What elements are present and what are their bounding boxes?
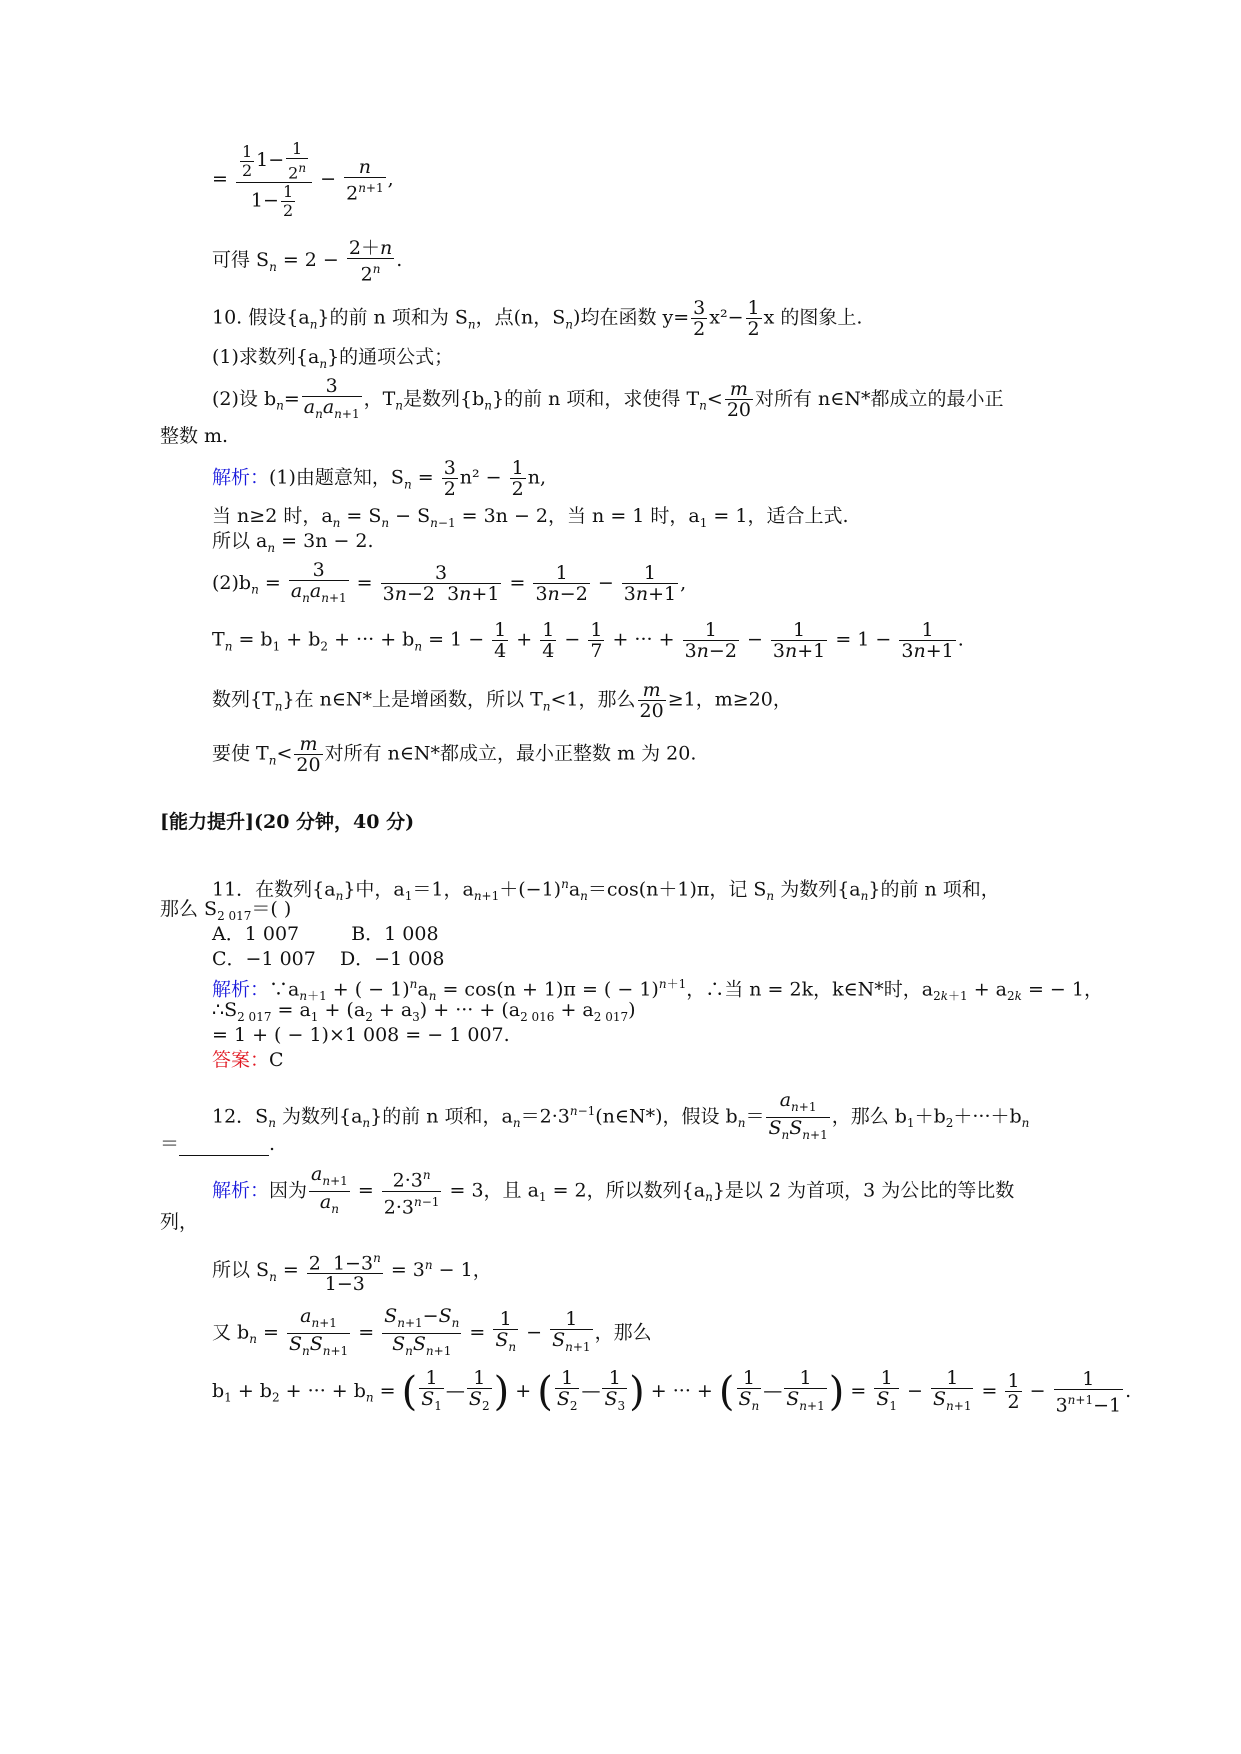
text: + ··· + b (328, 628, 415, 651)
text: . (1125, 1379, 1132, 1402)
problem-10-sol-7: 要使 $T_n<$ $\frac{m}{20}$ 对所有 n∈N*都成立，最小正整数 m 为 20. (212, 733, 697, 776)
fraction: $\frac{m}{20}$ (726, 378, 751, 422)
problem-10-sol-6: 数列$\{T_n\}$在 n∈N*上是增函数，所以 $T_n<1$，那么 $\frac{m}{20}$ ≥1，m≥20， (212, 679, 792, 722)
text: = (212, 168, 228, 191)
text: + b (280, 628, 321, 651)
fraction: $\frac{1}{3n+1}$ (772, 619, 826, 662)
text: 所以 a (212, 530, 268, 552)
text: 12．S (212, 1105, 269, 1128)
text: b (212, 1379, 225, 1402)
fraction: $\frac{a_{n+1}}{a_n}$ (311, 1163, 348, 1216)
text: − S (389, 505, 431, 527)
problem-12-sol-1-cont (160, 1210, 198, 1234)
fraction: $\frac{1}{4}$ (494, 619, 507, 662)
text: a (568, 878, 581, 901)
problem-11-options-cd (212, 947, 445, 971)
text: = (373, 1379, 402, 1402)
text: ＋b (914, 1105, 946, 1128)
text: = 3 (384, 1259, 425, 1282)
text: = S (340, 505, 382, 527)
text: }的前 n 项和为 S (317, 306, 468, 329)
problem-10-q2-cont (160, 424, 228, 448)
section-heading (160, 810, 414, 834)
text: , (387, 168, 394, 191)
text: = (283, 387, 300, 410)
fraction: $\frac{1}{7}$ (590, 619, 603, 662)
fraction: $\frac{1}{S_2}$ (468, 1367, 490, 1413)
answer-value: C (269, 1049, 284, 1071)
problem-11-stem: 11．在数列$\{a_n\}$中，$a_1=1$，$a_{n+1}+(-1)^na_n=\cos(n+1)\pi$，记 $S_n$ 为数列$\{a_n\}$的前 n 项和， (212, 877, 1000, 904)
text: }的通项公式； (327, 346, 454, 368)
fraction: $\frac{n}{2^{n+1}}$ (346, 156, 384, 205)
text: = (258, 571, 287, 594)
problem-11-answer (212, 1048, 284, 1072)
fraction: $\frac{1}{3n+1}$ (623, 562, 677, 606)
text: = 3，且 a (443, 1179, 539, 1202)
text: . (396, 249, 403, 272)
fraction: $\frac{1}{S_1}$ (421, 1367, 442, 1413)
text: + a (372, 999, 413, 1021)
fraction: $\frac{1}{S_{n+1}}$ (552, 1308, 591, 1355)
problem-12-sol-2: 所以 $S_n$ = $\frac{2 1-3^n}{1-3}$ = $3^n - 1$， (212, 1248, 492, 1294)
text: (2)设 b (212, 387, 277, 410)
fraction: $\frac{a_{n+1}}{S_nS_{n+1}}$ (288, 1305, 349, 1358)
fraction: $\frac{1}{3n-2}$ (684, 619, 737, 662)
text: = (351, 1179, 380, 1202)
fraction: $\frac{m}{20}$ (296, 733, 321, 776)
option-c: C．−1 007 (212, 948, 316, 970)
text: }的前 n 项和，a (370, 1105, 513, 1128)
fraction: $\frac{3}{a_na_{n+1}}$ (303, 375, 360, 421)
text: ∵a (269, 978, 300, 1001)
fraction: $\frac{1}{2}$ (747, 297, 760, 340)
text: }的前 n 项和， (868, 878, 1000, 901)
problem-12-sol-4: $b_1 + b_2$ + ··· + $b_n$ = ( $\frac{1}{S_1}$ — $\frac{1}{S_2}$ ) + ( $\frac{1}{S_2}$ — $\frac{1}{S_3}$ ) + ··· + ( $\frac{1}{S_n}$ — $\frac{1}{S_{n+1}}$ ) = $\frac{1}{S_1}$ − $\frac{1}{S_{n+1}}$ = $\frac{1}{2}$ − $\frac{1}{3^{n+1}-1}$ . (212, 1367, 1132, 1417)
text: 列， (160, 1211, 199, 1233)
text: − 1， (432, 1259, 492, 1282)
problem-10-q1: (1)求数列$\{a_n\}$的通项公式； (212, 346, 454, 371)
continuation-line-1: = $\frac{1}{2}$ 1− $\frac{1}{2^n}$ 1− $\frac{1}{2}$ − $\frac{n}{2^{n+1}}$ , (212, 139, 394, 221)
text: + ··· + (644, 1379, 719, 1402)
text: ，∴当 n = 2k，k∈N*时，a (686, 978, 934, 1001)
text: (2)b (212, 571, 252, 594)
text: 所以 S (212, 1259, 270, 1282)
text: 那么 S (160, 898, 218, 920)
text: + ··· + b (279, 1379, 366, 1402)
text: ＝ (745, 1105, 765, 1128)
text: = b (232, 628, 273, 651)
problem-10-q2: (2)设 $b_n=$ $\frac{3}{a_na_{n+1}}$ ，$T_n$是数列$\{b_n\}$的前 n 项和，求使得 $T_n<$ $\frac{m}{20}$ 对所有 n∈N*都成立的最小正 (212, 376, 1003, 424)
text: }是以 2 为首项，3 为公比的等比数 (712, 1179, 1015, 1202)
text: ＝( ) (251, 898, 292, 920)
text: ) (628, 999, 636, 1021)
problem-10-sol-3: 所以 $a_n = 3n - 2$. (212, 530, 374, 555)
text: = a (271, 999, 311, 1021)
problem-11-sol-2: $\therefore S_{2 017} = a_1 + (a_2 + a_3)$ + ··· + $(a_{2 016} + a_{2 017})$ (212, 999, 636, 1024)
fraction: $\frac{3}{2}$ (693, 297, 706, 340)
text: ，点(n，S (475, 306, 566, 329)
text: 对所有 n∈N*都成立，最小正整数 m 为 20. (324, 742, 697, 765)
text: = cos(n + 1)π = ( − 1) (436, 978, 659, 1001)
text: <1，那么 (550, 688, 636, 711)
problem-10-sol-4: $(2)b_n$ = $\frac{3}{a_na_{n+1}}$ = $\frac{3}{3n-2 3n+1}$ = $\frac{1}{3n-2}$ − $\frac{1}{3n+1}$ , (212, 560, 686, 608)
text: (1)由题意知，S (269, 466, 404, 489)
text: + a (967, 978, 1008, 1001)
text: + b (231, 1379, 272, 1402)
fraction: $\frac{a_{n+1}}{S_nS_{n+1}}$ (768, 1089, 828, 1142)
text: 可得 S (212, 249, 270, 272)
text: 当 n≥2 时，a (212, 505, 333, 527)
text: 要使 T (212, 742, 269, 765)
problem-10-sol-1: 解析：(1)由题意知，$S_n$ = $\frac{3}{2}$ n² − $\frac{1}{2}$ n, (212, 457, 547, 500)
text: = (276, 1259, 305, 1282)
text: = 2 − (276, 249, 345, 272)
text: ＝ (160, 1133, 180, 1155)
option-b: B．1 008 (351, 923, 439, 945)
solution-label: 解析： (212, 466, 270, 489)
text: = 1，适合上式. (707, 505, 849, 527)
fraction: $\frac{1}{2}$ (511, 457, 524, 500)
text: ＝1，a (412, 878, 474, 901)
text: 因为 (269, 1179, 308, 1202)
answer-blank (179, 1137, 269, 1156)
text: 又 b (212, 1321, 250, 1344)
problem-11-stem-2: 那么 $S_{2 017}=$( ) (160, 898, 292, 923)
text: 11．在数列{a (212, 878, 336, 901)
text: (1)求数列{a (212, 346, 320, 368)
answer-label: 答案： (212, 1049, 270, 1071)
fraction: $\frac{1}{3^{n+1}-1}$ (1055, 1367, 1122, 1417)
text: 为数列{a (275, 1105, 363, 1128)
fraction: $\frac{2+n}{2^n}$ (348, 237, 393, 286)
text: 10. 假设{a (212, 306, 310, 329)
text: }在 n∈N*上是增函数，所以 T (282, 688, 543, 711)
text: = 1 − (422, 628, 491, 651)
fraction: $\frac{1}{4}$ (542, 619, 555, 662)
text: ＋(−1) (499, 878, 562, 901)
text: < (706, 387, 723, 410)
problem-11-options-ab (212, 922, 439, 946)
problem-10-stem: 10. 假设$\{a_n\}$的前 n 项和为 $S_n$，点(n，$S_n$)均在函数 y= $\frac{3}{2}$ x²− $\frac{1}{2}$ x 的图象上. (212, 297, 863, 340)
text: = (411, 466, 440, 489)
text: = 2，所以数列{a (546, 1179, 706, 1202)
text: ≥1，m≥20， (667, 688, 792, 711)
fraction: $\frac{3}{2}$ (443, 457, 456, 500)
continuation-line-2: 可得 $S_n = 2$ − $\frac{2+n}{2^n}$ . (212, 237, 403, 286)
text: )均在函数 y= (573, 306, 690, 329)
fraction: $\frac{S_{n+1}-S_n}{S_nS_{n+1}}$ (384, 1305, 460, 1358)
fraction: $\frac{1}{S_3}$ (604, 1367, 626, 1413)
text: + (a (318, 999, 366, 1021)
text: n² − (459, 466, 508, 489)
problem-11-sol-3 (212, 1023, 510, 1047)
text: }的前 n 项和，求使得 T (492, 387, 700, 410)
text: + a (554, 999, 594, 1021)
fraction: $\frac{1}{S_{n+1}}$ (933, 1367, 972, 1413)
solution-label: 解析： (212, 1179, 270, 1202)
fraction: $\frac{3}{a_na_{n+1}}$ (290, 559, 347, 605)
text: 是数列{b (403, 387, 485, 410)
text: }中，a (343, 878, 405, 901)
text: = 3n − 2，当 n = 1 时，a (455, 505, 700, 527)
problem-12-stem: 12．$S_n$ 为数列$\{a_n\}$的前 n 项和，$a_n=2\cdot 3^{n-1}(n\in N*)$，假设 $b_n=$ $\frac{a_{n+1}}{S_nS_{n+1}}$ ，那么 $b_1+b_2+\cdot\cdot\cdot+b_n$ (212, 1090, 1029, 1145)
problem-12-stem-2 (160, 1132, 275, 1156)
text: ，那么 b (831, 1105, 907, 1128)
text: ＋···＋b (953, 1105, 1022, 1128)
fraction: $\frac{2 1-3^n}{1-3}$ (307, 1248, 383, 1294)
text: x 的图象上. (763, 306, 863, 329)
text: < (276, 742, 293, 765)
text: = 1 + ( − 1)×1 008 = − 1 007. (212, 1024, 510, 1046)
text: n, (527, 466, 547, 489)
text: a (417, 978, 429, 1001)
text: 对所有 n∈N*都成立的最小正 (755, 387, 1004, 410)
fraction: $\frac{3}{3n-2 3n+1}$ (382, 562, 500, 606)
text: x²− (709, 306, 744, 329)
text: = − 1， (1021, 978, 1103, 1001)
text: ) + ··· + (a (419, 999, 521, 1021)
fraction: $\frac{1}{3n+1}$ (901, 619, 954, 662)
problem-11-sol-1: 解析：$\because a_{n+1}$ + ( − $1)^na_n = \cos(n + 1)\pi$ = ( − 1)$^{n+1}$，∴当 n = 2k，k∈N*时，$a_{2k+1} + a_{2k}$ = − 1， (212, 977, 1103, 1004)
text: 数列{T (212, 688, 275, 711)
fraction: $\frac{1}{S_n}$ (738, 1367, 760, 1413)
text: ，那么 (594, 1321, 652, 1344)
fraction: $\frac{1}{S_2}$ (556, 1367, 578, 1413)
solution-label: 解析： (212, 978, 270, 1001)
text: (n∈N*)，假设 b (595, 1105, 738, 1128)
fraction: $\frac{1}{2}$ 1− $\frac{1}{2^n}$ 1− $\frac{1}{2}$ (236, 140, 312, 220)
text: ∴S (212, 999, 238, 1021)
fraction: $\frac{m}{20}$ (639, 679, 664, 722)
text: = 3n − 2. (275, 530, 374, 552)
text: 整数 m. (160, 425, 229, 447)
fraction: $\frac{2\cdot 3^n}{2\cdot 3^{n-1}}$ (382, 1165, 442, 1217)
fraction: $\frac{1}{3n-2}$ (535, 562, 588, 606)
option-a: A．1 007 (212, 923, 300, 945)
text: = (256, 1321, 285, 1344)
option-d: D．−1 008 (339, 948, 445, 970)
text: 为数列{a (774, 878, 861, 901)
fraction: $\frac{1}{2}$ (1007, 1370, 1020, 1414)
text: + ( − 1) (326, 978, 410, 1001)
text: . (269, 1133, 276, 1155)
problem-10-sol-2: 当 n≥2 时，$a_n = S_n - S_{n-1} = 3n - 2$，当 n = 1 时，$a_1 = 1$，适合上式. (212, 505, 849, 530)
problem-12-sol-1: 解析：因为 $\frac{a_{n+1}}{a_n}$ = $\frac{2\cdot 3^n}{2\cdot 3^{n-1}}$ = 3，且 $a_1 = 2$，所以数列$\{a_n\}$是以 2 为首项，3 为公比的等比数 (212, 1163, 1015, 1219)
text: T (212, 628, 225, 651)
text: ＝cos(n＋1)π，记 S (587, 878, 767, 901)
fraction: $\frac{1}{S_1}$ (876, 1367, 898, 1413)
problem-10-sol-5: $T_n = b_1 + b_2$ + ··· + $b_n = 1$ − $\frac{1}{4}$ + $\frac{1}{4}$ − $\frac{1}{7}$ + ··· + $\frac{1}{3n-2}$ − $\frac{1}{3n+1}$ = 1 − $\frac{1}{3n+1}$ . (212, 619, 964, 662)
fraction: $\frac{1}{S_n}$ (495, 1308, 517, 1355)
section-title: [能力提升](20 分钟，40 分) (160, 811, 415, 833)
text: ＝2·3 (520, 1105, 570, 1128)
fraction: $\frac{1}{S_{n+1}}$ (786, 1367, 825, 1413)
text: ，T (363, 387, 396, 410)
problem-12-sol-3: 又 $b_n$ = $\frac{a_{n+1}}{S_nS_{n+1}}$ = $\frac{S_{n+1}-S_n}{S_nS_{n+1}}$ = $\frac{1}{S_n}$ − $\frac{1}{S_{n+1}}$ ，那么 (212, 1306, 652, 1361)
